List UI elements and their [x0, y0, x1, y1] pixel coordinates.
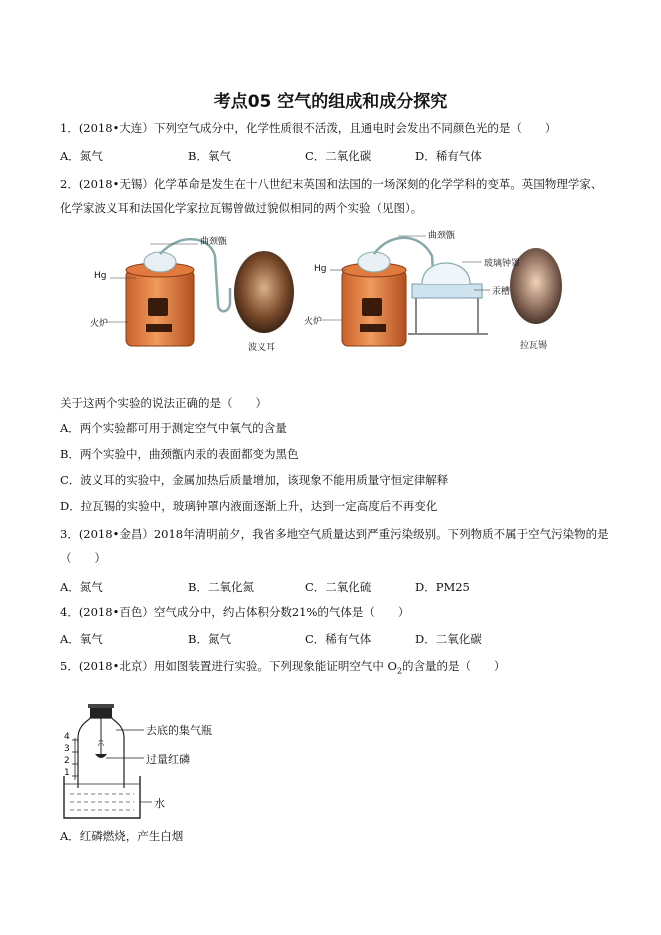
- label-trough: 汞槽: [492, 287, 511, 297]
- q1-option-a: A．氮气: [60, 149, 103, 163]
- q2-question: 关于这两个实验的说法正确的是（ ）: [60, 396, 267, 410]
- boyle-furnace: [106, 239, 230, 346]
- q3-option-c: C．二氧化硫: [305, 580, 372, 594]
- q2-figure: [90, 226, 590, 362]
- q5-stem-sub: 2: [396, 666, 403, 676]
- q5-stem-pre: 5．(2018•北京）用如图装置进行实验。下列现象能证明空气中 O: [60, 659, 397, 673]
- q2-choice-b: B．两个实验中，曲颈甑内汞的表面都变为黑色: [60, 447, 299, 461]
- label-bell: 玻璃钟罩: [484, 259, 521, 269]
- q4-option-c: C．稀有气体: [305, 632, 372, 646]
- q5-choice-a: A．红磷燃烧，产生白烟: [60, 829, 184, 843]
- q5-stem-post: 的含量的是（ ）: [402, 659, 506, 673]
- q4-option-d: D．二氧化碳: [415, 632, 482, 646]
- q2-stem-line1: 2．(2018•无锡）化学革命是发生在十八世纪末英国和法国的一场深刻的化学学科的变革。英国物理学家、: [60, 177, 603, 191]
- scale-2: 2: [64, 756, 70, 766]
- q1-option-b: B．氧气: [188, 149, 231, 163]
- q1-option-d: D．稀有气体: [415, 149, 482, 163]
- label-qujingzeng-1: 曲颈甑: [200, 237, 228, 247]
- label-hg-2: Hg: [314, 264, 327, 274]
- q3-stem-line1: 3．(2018•金昌）2018年清明前夕，我省多地空气质量达到严重污染级别。下列物质不属于空气污染物的是: [60, 527, 609, 541]
- label-bottle: 去底的集气瓶: [146, 724, 212, 737]
- q4-stem: 4．(2018•百色）空气成分中，约占体积分数21%的气体是（ ）: [60, 605, 410, 619]
- q1-option-c: C．二氧化碳: [305, 149, 372, 163]
- label-qujingzeng-2: 曲颈甑: [428, 231, 456, 241]
- lavoisier-furnace: [322, 236, 490, 346]
- page-title: 考点05 空气的组成和成分探究: [213, 92, 448, 112]
- scale-1: 1: [64, 768, 70, 778]
- boyle-portrait: [234, 251, 294, 333]
- label-huolu-2: 火炉: [304, 317, 323, 327]
- q5-figure: [60, 684, 260, 826]
- label-boyle: 波义耳: [248, 343, 276, 353]
- scale-3: 3: [64, 744, 70, 754]
- q2-choice-c: C．波义耳的实验中，金属加热后质量增加，该现象不能用质量守恒定律解释: [60, 473, 449, 487]
- q4-option-a: A．氧气: [60, 632, 103, 646]
- q3-option-b: B．二氧化氮: [188, 580, 254, 594]
- label-hg-1: Hg: [94, 271, 107, 281]
- q2-choice-d: D．拉瓦锡的实验中，玻璃钟罩内液面逐渐上升，达到一定高度后不再变化: [60, 499, 438, 513]
- q3-stem-line2: （ ）: [60, 551, 106, 565]
- q2-stem-line2: 化学家波义耳和法国化学家拉瓦锡曾做过貌似相同的两个实验（见图）。: [60, 201, 423, 215]
- label-lavoisier: 拉瓦锡: [520, 341, 548, 351]
- label-phosphorus: 过量红磷: [146, 753, 190, 766]
- q1-stem: 1．(2018•大连）下列空气成分中，化学性质很不活泼，且通电时会发出不同颜色光的是（ ）: [60, 121, 557, 135]
- scale-4: 4: [64, 732, 70, 742]
- label-water: 水: [154, 797, 165, 810]
- label-huolu-1: 火炉: [90, 319, 109, 329]
- q5-stem: [60, 658, 620, 679]
- q4-option-b: B．氮气: [188, 632, 231, 646]
- q3-option-a: A．氮气: [60, 580, 103, 594]
- q2-choice-a: A．两个实验都可用于测定空气中氧气的含量: [60, 421, 287, 435]
- q2-figure-drawing: [90, 226, 590, 362]
- q3-option-d: D．PM25: [415, 580, 470, 594]
